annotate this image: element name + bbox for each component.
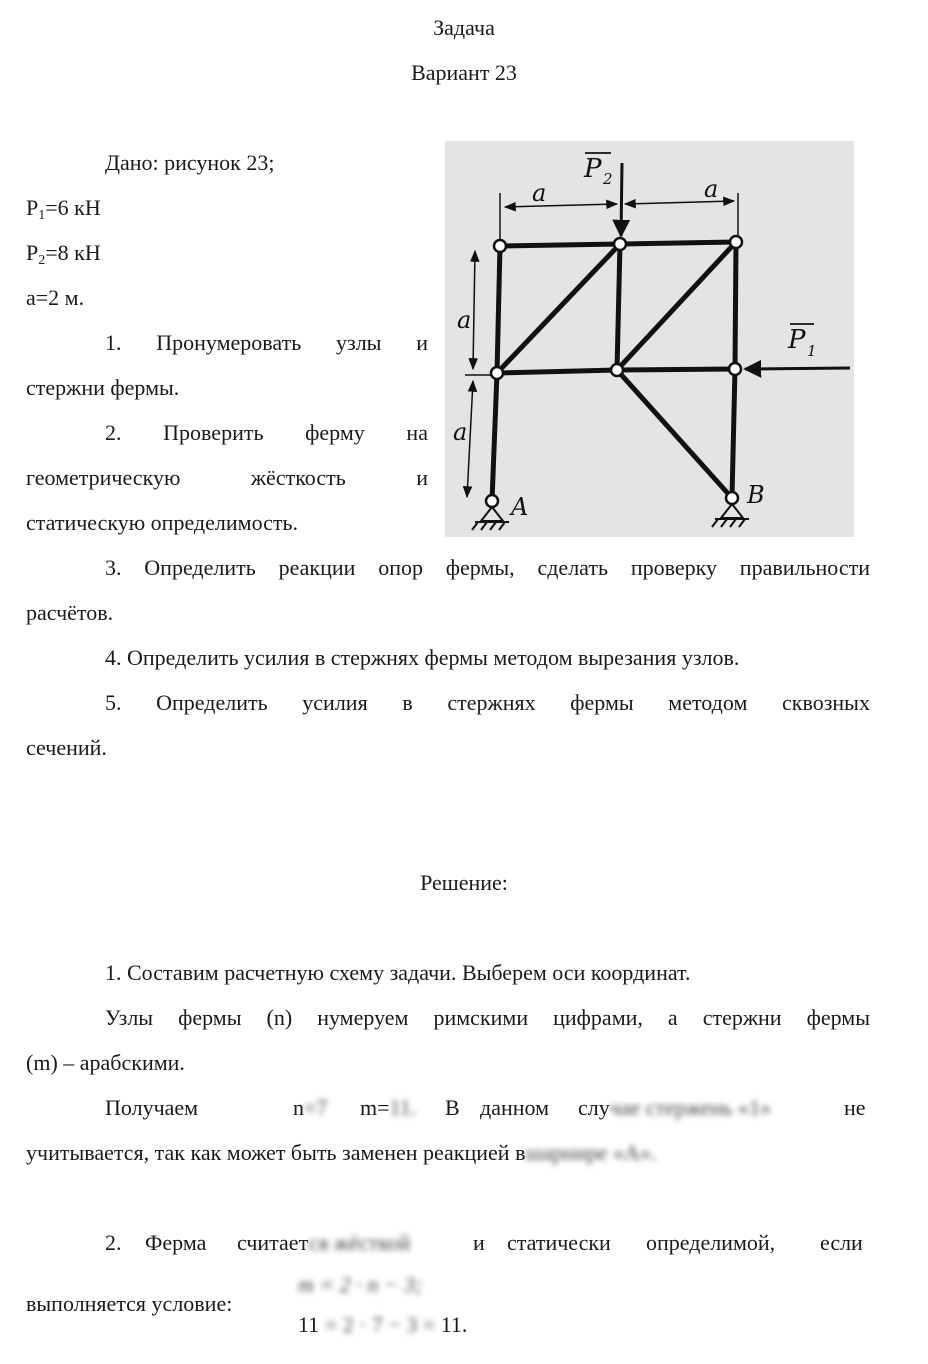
word: сквозных bbox=[782, 690, 870, 715]
word: проверку bbox=[630, 555, 717, 580]
blurred-text: шарнире «А». bbox=[525, 1140, 657, 1165]
joint-support-b bbox=[726, 492, 738, 504]
word: стержни bbox=[702, 1005, 782, 1030]
task-5-line-1 bbox=[105, 690, 870, 716]
word: 5. bbox=[105, 690, 122, 715]
word: 2. bbox=[105, 420, 122, 445]
joint-support-a bbox=[486, 495, 498, 507]
page-title: Задача bbox=[433, 15, 495, 40]
member-right-lower bbox=[732, 369, 735, 498]
label-p1: P bbox=[788, 325, 806, 355]
member-diagonal-right bbox=[617, 242, 736, 370]
word: стержнях bbox=[447, 690, 536, 715]
solution-2-line-1-d: и bbox=[473, 1230, 485, 1255]
label-support-a: A bbox=[511, 493, 529, 521]
given-intro: Дано: рисунок 23; bbox=[105, 150, 275, 175]
label-support-b: B bbox=[747, 481, 765, 509]
label-a-top-left: a bbox=[532, 179, 547, 207]
solution-2-line-1-a: 2. bbox=[105, 1230, 122, 1255]
blurred-text: m = 2 · n − 3; bbox=[298, 1272, 423, 1297]
word: фермы bbox=[570, 690, 634, 715]
label-p2: P bbox=[584, 154, 602, 184]
member-diagonal-lower bbox=[617, 370, 732, 498]
word: усилия bbox=[302, 690, 368, 715]
load-p1-arrow bbox=[745, 368, 850, 369]
word: и bbox=[416, 330, 428, 355]
solution-1-line-4-n: n=7 bbox=[293, 1095, 328, 1120]
solution-1-line-1: 1. Составим расчетную схему задачи. Выберем оси координат. bbox=[105, 960, 691, 985]
blurred-text: =7 bbox=[304, 1095, 328, 1120]
label-p1-sub: 1 bbox=[807, 342, 817, 360]
task-3-line-1 bbox=[105, 555, 870, 581]
word: в bbox=[402, 690, 413, 715]
left-dimensions bbox=[465, 251, 492, 497]
word: 1. bbox=[105, 330, 122, 355]
word: фермы bbox=[178, 1005, 242, 1030]
member-left-lower bbox=[492, 373, 497, 501]
support-b bbox=[712, 504, 749, 527]
word: узлы bbox=[336, 330, 382, 355]
variant-title: Вариант 23 bbox=[411, 60, 517, 85]
joint bbox=[491, 367, 503, 379]
word: методом bbox=[668, 690, 748, 715]
task-1-line-2: стержни фермы. bbox=[26, 375, 180, 400]
word: Определить bbox=[144, 555, 256, 580]
solution-2-line-1-b: Ферма bbox=[145, 1230, 207, 1255]
task-5-line-2: сечений. bbox=[26, 735, 107, 760]
joint bbox=[614, 238, 626, 250]
member-diagonal-left bbox=[497, 244, 620, 373]
solution-1-line-4-b: В bbox=[445, 1095, 460, 1120]
solution-1-line-2 bbox=[105, 1005, 870, 1031]
member-right-upper bbox=[735, 242, 736, 369]
label-a-upper: a bbox=[457, 306, 472, 334]
solution-2-line-1-e: статически bbox=[507, 1230, 611, 1255]
word: сделать bbox=[537, 555, 609, 580]
word: Пронумеровать bbox=[156, 330, 302, 355]
word: опор bbox=[378, 555, 423, 580]
member-mid-left bbox=[497, 370, 617, 373]
solution-2-line-1-g: если bbox=[820, 1230, 863, 1255]
task-2-line-1 bbox=[105, 420, 428, 446]
member-left-upper bbox=[497, 246, 500, 373]
solution-1-line-5: учитывается, так как может быть заменен реакцией вшарнире «А». bbox=[26, 1140, 657, 1165]
given-p1: $P_1=6$ кН bbox=[26, 195, 101, 223]
word: ферму bbox=[305, 420, 365, 445]
solution-1-line-3: (m) – арабскими. bbox=[26, 1050, 185, 1075]
blurred-text: чае стержень «1» bbox=[609, 1095, 771, 1120]
solution-1-line-4-a: Получаем bbox=[105, 1095, 199, 1120]
word: (n) bbox=[266, 1005, 293, 1030]
solution-2-line-2: выполняется условие: bbox=[26, 1291, 233, 1316]
word: геометрическую bbox=[26, 465, 181, 490]
word: на bbox=[406, 420, 428, 445]
word: правильности bbox=[739, 555, 870, 580]
word: фермы, bbox=[445, 555, 515, 580]
given-p2: $P_2=8$ кН bbox=[26, 240, 101, 268]
joint bbox=[611, 364, 623, 376]
blurred-text: ся жёсткой bbox=[308, 1230, 411, 1255]
task-4: 4. Определить усилия в стержнях фермы методом вырезания узлов. bbox=[105, 645, 740, 670]
formula-line-1 bbox=[298, 1272, 422, 1298]
label-a-lower: a bbox=[453, 418, 468, 446]
word: а bbox=[667, 1005, 678, 1030]
label-a-top-right: a bbox=[704, 175, 719, 203]
word: Определить bbox=[156, 690, 268, 715]
solution-heading: Решение: bbox=[420, 870, 508, 895]
word: нумеруем bbox=[317, 1005, 409, 1030]
formula-line-2: 11 = 2 · 7 − 3 = 11. bbox=[298, 1312, 468, 1337]
load-p2-arrow bbox=[621, 163, 622, 236]
task-2-line-2 bbox=[26, 465, 428, 491]
member-top-right bbox=[620, 242, 736, 244]
joint bbox=[494, 240, 506, 252]
word: реакции bbox=[278, 555, 356, 580]
blurred-text: 11. bbox=[389, 1095, 417, 1120]
joint bbox=[730, 236, 742, 248]
word: 3. bbox=[105, 555, 122, 580]
task-3-line-2: расчётов. bbox=[26, 600, 114, 625]
member-top-left bbox=[500, 244, 620, 246]
member-center-vertical bbox=[617, 244, 620, 370]
support-a bbox=[472, 507, 509, 530]
solution-1-line-4-d: случае стержень «1» bbox=[578, 1095, 771, 1120]
member-mid-right bbox=[617, 369, 735, 370]
word: Узлы bbox=[105, 1005, 154, 1030]
word: фермы bbox=[806, 1005, 870, 1030]
task-1-line-1 bbox=[105, 330, 428, 356]
solution-1-line-4-m: m=11. bbox=[360, 1095, 417, 1120]
solution-2-line-1-f: определимой, bbox=[646, 1230, 776, 1255]
truss-figure bbox=[445, 141, 854, 537]
task-2-line-3: статическую определимость. bbox=[26, 510, 299, 535]
given-a: a=2 м. bbox=[26, 285, 85, 310]
solution-1-line-4-e: не bbox=[844, 1095, 866, 1120]
joint bbox=[729, 363, 741, 375]
solution-2-line-1-c: считается жёсткой bbox=[237, 1230, 411, 1255]
word: жёсткость bbox=[250, 465, 346, 490]
label-p2-sub: 2 bbox=[603, 170, 613, 188]
solution-1-line-4-c: данном bbox=[480, 1095, 550, 1120]
word: римскими bbox=[433, 1005, 529, 1030]
blurred-text: = 2 · 7 − 3 = bbox=[324, 1312, 436, 1337]
word: Проверить bbox=[163, 420, 264, 445]
word: и bbox=[416, 465, 428, 490]
word: цифрами, bbox=[553, 1005, 643, 1030]
